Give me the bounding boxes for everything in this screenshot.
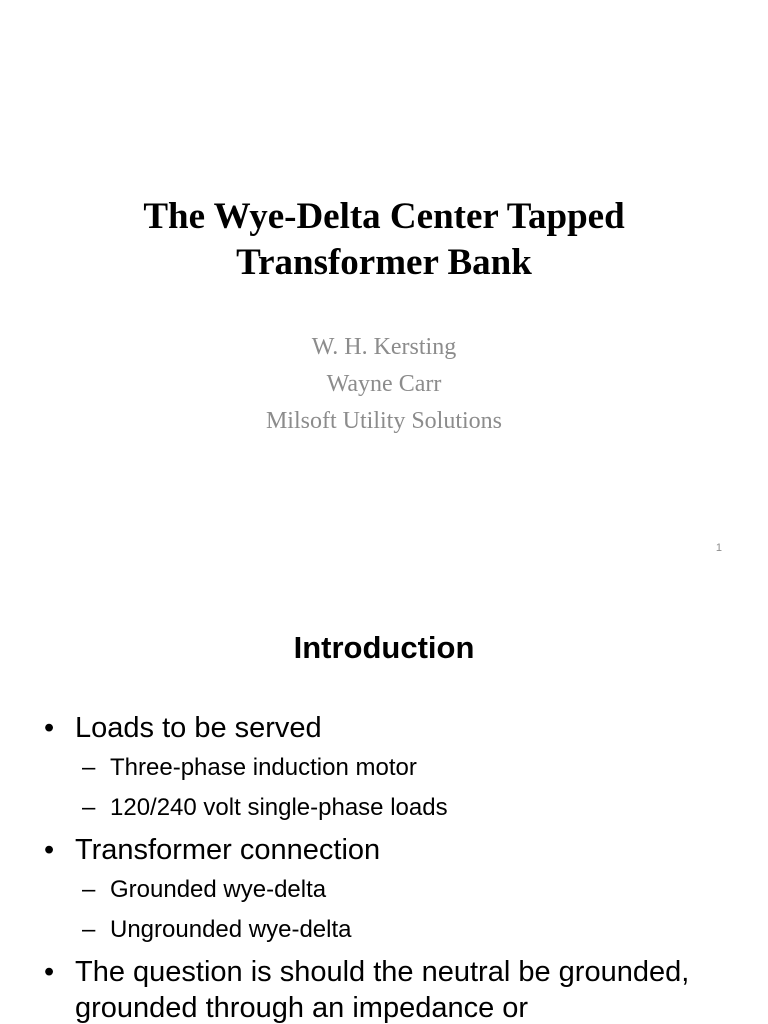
sub-bullet-item xyxy=(44,792,734,824)
dash-icon: – xyxy=(82,916,96,943)
sub-bullet-text: 120/240 volt single-phase loads xyxy=(110,794,448,821)
sub-bullet-text: Three-phase induction motor xyxy=(110,754,417,781)
bullet-text: The question is should the neutral be grounded, grounded through an impedance or xyxy=(75,956,690,1024)
bullet-icon: • xyxy=(44,834,55,866)
author-affiliation: Milsoft Utility Solutions xyxy=(265,408,503,434)
bullet-item xyxy=(44,832,734,868)
author-list xyxy=(0,329,768,440)
bullet-item xyxy=(44,954,734,1024)
author-name: Wayne Carr xyxy=(326,371,442,397)
slide-title-line-2: Transformer Bank xyxy=(236,242,532,283)
bullet-icon: • xyxy=(44,956,55,988)
dash-icon: – xyxy=(82,876,96,903)
bullet-item xyxy=(44,710,734,746)
author-name: W. H. Kersting xyxy=(311,334,457,360)
bullet-list xyxy=(44,710,734,1024)
slide-2 xyxy=(0,576,768,1024)
bullet-text: Loads to be served xyxy=(75,712,322,744)
sub-bullet-text: Ungrounded wye-delta xyxy=(110,916,352,943)
dash-icon: – xyxy=(82,794,96,821)
sub-bullet-item xyxy=(44,752,734,784)
bullet-icon: • xyxy=(44,712,55,744)
slide-number: 1 xyxy=(715,542,722,554)
slide-title: Introduction xyxy=(293,630,475,665)
slide-title xyxy=(0,194,768,286)
bullet-text: Transformer connection xyxy=(75,834,381,866)
sub-bullet-item xyxy=(44,914,734,946)
sub-bullet-text: Grounded wye-delta xyxy=(110,876,327,903)
slide-title-line-1: The Wye-Delta Center Tapped xyxy=(143,196,625,237)
sub-bullet-item xyxy=(44,874,734,906)
dash-icon: – xyxy=(82,754,96,781)
